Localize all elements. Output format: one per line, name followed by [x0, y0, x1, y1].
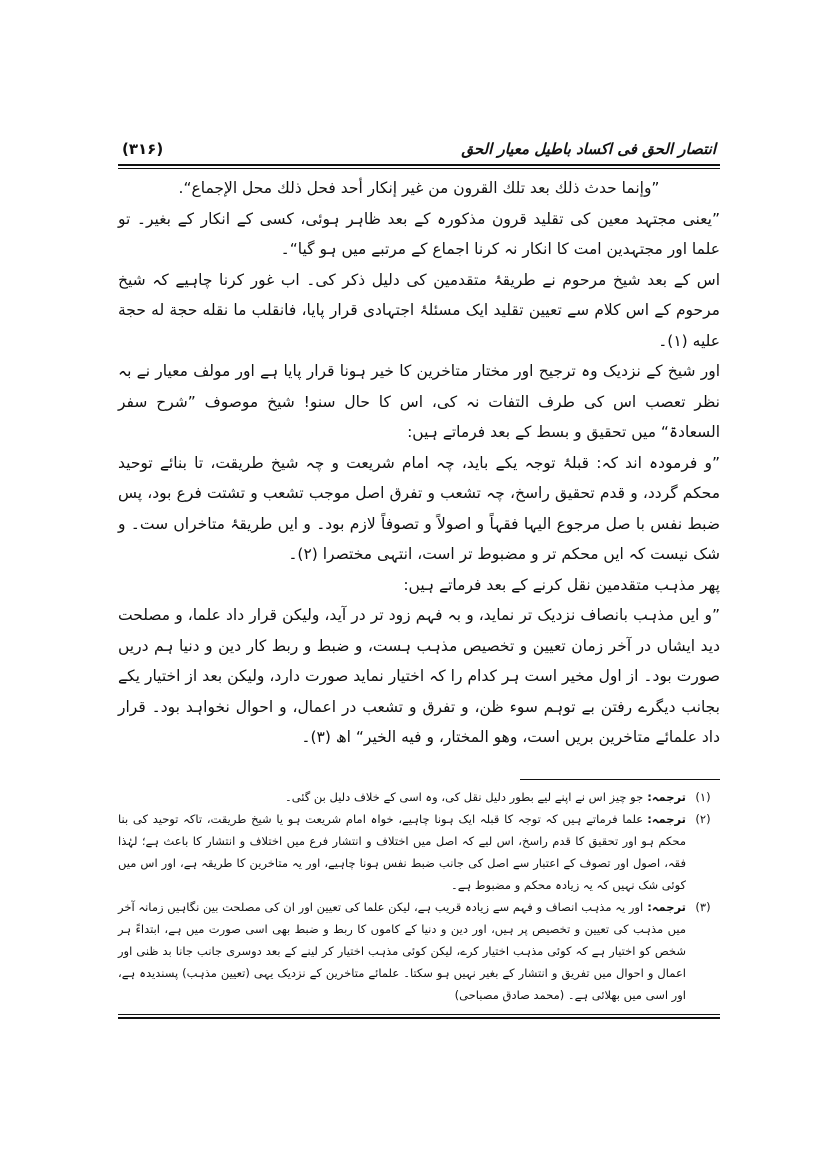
persian-quote: ”و فرمودہ اند کہ: قبلۂ توجہ یکے باید، چہ امام شریعت و چہ شیخ طریقت، تا بنائے توحید محکم گردد، و قدم تحقیق راسخ، چہ تشعب و تفرق اصل موجب تشعب و تشتت فرع بود، پس ضبط نفس با صل مرجوع الیہا فقہاً و اصولاً و تصوفاً لازم بود۔ و ایں طریقۂ متاخراں ست۔ و شک نیست کہ ایں محکم تر و مضبوط تر است، انتہی مختصرا (۲)۔	[118, 453, 720, 563]
header-title: انتصار الحق فی اکساد باطیل معیار الحق	[461, 140, 716, 158]
footnote-separator	[520, 779, 720, 780]
arabic-quote: ”وإنما حدث ذلك بعد تلك القرون من غير إنكار أحد فحل ذلك محل الإجماع“.	[178, 179, 660, 197]
footnote-number: (۳)	[695, 899, 711, 914]
paragraph: پھر مذہب متقدمین نقل کرنے کے بعد فرماتے ہیں:	[403, 575, 720, 594]
footnotes	[118, 786, 720, 1006]
footer-rules	[118, 1014, 720, 1019]
footnote-body: علما فرماتے ہیں کہ توجہ کا قبلہ ایک ہونا چاہیے، خواہ امام شریعت ہو یا شیخ طریقت، تاکہ توحید کی بنا محکم ہو اور تحقیق کا قدم راسخ، اس لیے کہ اصل میں اختلاف و انتشار فرع میں اختلاف و انتشار کا باعث ہے؛ لہٰذا فقہ، اصول اور تصوف کے اعتبار سے اصل کی جانب ضبط نفس ہونا چاہیے، اور یہ متاخرین کا طریقہ ہے، اور اس میں کوئی شک نہیں کہ یہ زیادہ محکم و مضبوط ہے۔	[118, 811, 686, 892]
footnote-body: جو چیز اس نے اپنے لیے بطور دلیل نقل کی، وہ اسی کے خلاف دلیل بن گئی۔	[284, 789, 644, 804]
paragraph: اور شیخ کے نزدیک وہ ترجیح اور مختار متاخرین کا خیر ہونا قرار پایا ہے اور مولف معیار نے بہ نظر تعصب اس کی طرف التفات نہ کی، اس کا حال سنو! شیخ موصوف ”شرح سفر السعادۃ“ میں تحقیق و بسط کے بعد فرماتے ہیں:	[118, 362, 720, 441]
footer-rule-thin	[118, 1014, 720, 1015]
running-header	[118, 128, 720, 158]
paragraph: اس کے بعد شیخ مرحوم نے طریقۂ متقدمین کی دلیل ذکر کی۔ اب غور کرنا چاہیے کہ شیخ مرحوم کے اس کلام سے تعیین تقلید ایک مسئلۂ اجتہادی قرار پایا، فانقلب ما نقله حجة له حجة عليه (۱)۔	[118, 270, 720, 350]
footnote-label: ترجمہ:	[647, 811, 686, 826]
footnote	[118, 808, 720, 896]
footnote-label: ترجمہ:	[647, 899, 686, 914]
footer-rule-thick	[118, 1017, 720, 1019]
header-rule-thin	[118, 168, 720, 169]
footnote-label: ترجمہ:	[647, 789, 686, 804]
page-number: (۳۱۶)	[122, 140, 164, 158]
footnote-number: (۲)	[695, 811, 711, 826]
header-rule-thick	[118, 164, 720, 166]
footnote	[118, 896, 720, 1006]
persian-quote: ”و ایں مذہب بانصاف نزدیک تر نماید، و بہ فہم زود تر در آید، ولیکن قرار داد علما، و مصلحت دید ایشاں در آخر زمان تعیین و تخصیص مذہب ہست، و ضبط و ربط کار دین و دنیا ہم دریں صورت بود۔ از اول مخیر است ہر کدام را کہ اختیار نماید صورت دارد، ولیکن بعد از اختیار یکے بجانب دیگرے رفتن بے توہم سوء ظن، و تفرق و تشعب در اعمال، و احوال نخواہد بود۔ قرار داد علمائے متاخرین بریں است، وهو المختار، و فيه الخير“ اھ (۳)۔	[118, 606, 720, 746]
footnote-text	[118, 786, 686, 808]
body-text	[118, 173, 720, 753]
page	[118, 128, 720, 1019]
footnote-body: اور یہ مذہب انصاف و فہم سے زیادہ قریب ہے، لیکن علما کی تعیین اور ان کی مصلحت بین نگاہیں زمانہ آخر میں مذہب کی تعیین و تخصیص پر ہیں، اور دین و دنیا کے کاموں کا ربط و ضبط بھی اسی صورت میں ہے، ابتداءً ہر شخص کو اختیار ہے کہ کوئی مذہب اختیار کرے، لیکن کوئی مذہب اختیار کر لینے کے بعد دوسری جانب جانا بد ظنی اور اعمال و احوال میں تفریق و انتشار کے بغیر نہیں ہو سکتا۔ علمائے متاخرین کے نزدیک یہی (تعیین مذہب) پسندیدہ ہے، اور اسی میں بھلائی ہے۔ (محمد صادق مصباحی)	[118, 899, 686, 1002]
footnote	[118, 786, 720, 808]
footnote-text	[118, 808, 686, 896]
footnote-text	[118, 896, 686, 1006]
paragraph-translation: ”یعنی مجتہد معین کی تقلید قرون مذکورہ کے بعد ظاہر ہوئی، کسی کے انکار کے بغیر۔ تو علما اور مجتہدین امت کا انکار نہ کرنا اجماع کے مرتبے میں ہو گیا“۔	[118, 209, 720, 258]
footnote-number: (۱)	[695, 789, 711, 804]
